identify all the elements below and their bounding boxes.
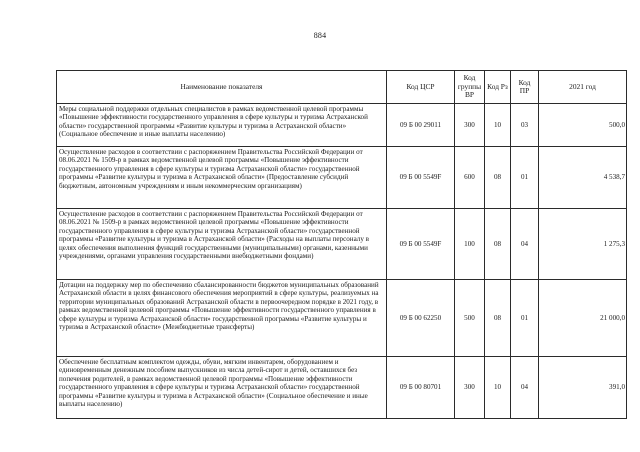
- row-name: Дотации на поддержку мер по обеспечению сбалансированности бюджетов муниципальных образований Астраханской области в целях финансового обеспечения мероприятий в сфере культуры, реализуемых на территории муниципальных образований Астраханской области в первоочередном порядке в 2021 году, в рамках ведомственной целевой программы «Повышение эффективности государственного управления в сфере культуры и туризма Астраханской области» государственной программы «Развитие культуры и туризма в Астраханской области» (Межбюджетные трансферты): [57, 280, 387, 357]
- header-rz: Код Рз: [485, 71, 511, 104]
- row-name: Меры социальной поддержки отдельных специалистов в рамках ведомственной целевой программы «Повышение эффективности государственного управления в сфере культуры и туризма Астраханской области» государственной программы «Развитие культуры и туризма в Астраханской области» (Социальное обеспечение и иные выплаты населению): [57, 104, 387, 147]
- table-header: [57, 71, 627, 104]
- row-csr: 09 Б 00 5549F: [387, 147, 455, 209]
- row-pr: 04: [511, 209, 539, 280]
- row-csr: 09 Б 00 62250: [387, 280, 455, 357]
- row-rz: 10: [485, 357, 511, 419]
- row-vr: 300: [455, 357, 485, 419]
- row-amount: 4 538,7: [539, 147, 627, 209]
- row-pr: 01: [511, 280, 539, 357]
- row-amount: 1 275,3: [539, 209, 627, 280]
- table-row: [57, 209, 627, 280]
- table-row: [57, 147, 627, 209]
- row-name: Обеспечение бесплатным комплектом одежды, обуви, мягким инвентарем, оборудованием и единовременным денежным пособием выпускников из числа детей-сирот и детей, оставшихся без попечения родителей, в рамках ведомственной целевой программы «Повышение эффективности государственного управления в сфере культуры и туризма Астраханской области» государственной программы «Развитие культуры и туризма в Астраханской области» (Социальное обеспечение и иные выплаты населению): [57, 357, 387, 419]
- row-csr: 09 Б 00 29011: [387, 104, 455, 147]
- header-year: 2021 год: [539, 71, 627, 104]
- row-csr: 09 Б 00 5549F: [387, 209, 455, 280]
- row-pr: 04: [511, 357, 539, 419]
- row-csr: 09 Б 00 80701: [387, 357, 455, 419]
- row-name: Осуществление расходов в соответствии с распоряжением Правительства Российской Федерации от 08.06.2021 № 1509-р в рамках ведомственной целевой программы «Повышение эффективности государственного управления в сфере культуры и туризма Астраханской области» государственной программы «Развитие культуры и туризма в Астраханской области» (Предоставление субсидий бюджетным, автономным учреждениям и иным некоммерческим организациям): [57, 147, 387, 209]
- table-body: [57, 104, 627, 419]
- header-vr: Код группы ВР: [455, 71, 485, 104]
- row-name: Осуществление расходов в соответствии с распоряжением Правительства Российской Федерации от 08.06.2021 № 1509-р в рамках ведомственной целевой программы «Повышение эффективности государственного управления в сфере культуры и туризма Астраханской области» государственной программы «Развитие культуры и туризма в Астраханской области» (Расходы на выплаты персоналу в целях обеспечения выполнения функций государственными (муниципальными) органами, казенными учреждениями, органами управления государственными внебюджетными фондами): [57, 209, 387, 280]
- table-row: [57, 357, 627, 419]
- row-amount: 391,0: [539, 357, 627, 419]
- row-pr: 01: [511, 147, 539, 209]
- row-rz: 08: [485, 209, 511, 280]
- row-vr: 600: [455, 147, 485, 209]
- row-vr: 500: [455, 280, 485, 357]
- budget-table: [56, 70, 627, 419]
- row-amount: 21 000,0: [539, 280, 627, 357]
- header-pr: Код ПР: [511, 71, 539, 104]
- page-number: 884: [313, 31, 327, 40]
- row-pr: 03: [511, 104, 539, 147]
- table-row: [57, 104, 627, 147]
- row-vr: 300: [455, 104, 485, 147]
- row-amount: 500,0: [539, 104, 627, 147]
- header-name: Наименование показателя: [57, 71, 387, 104]
- header-csr: Код ЦСР: [387, 71, 455, 104]
- row-vr: 100: [455, 209, 485, 280]
- table-row: [57, 280, 627, 357]
- header-row: [57, 71, 627, 104]
- row-rz: 10: [485, 104, 511, 147]
- row-rz: 08: [485, 147, 511, 209]
- row-rz: 08: [485, 280, 511, 357]
